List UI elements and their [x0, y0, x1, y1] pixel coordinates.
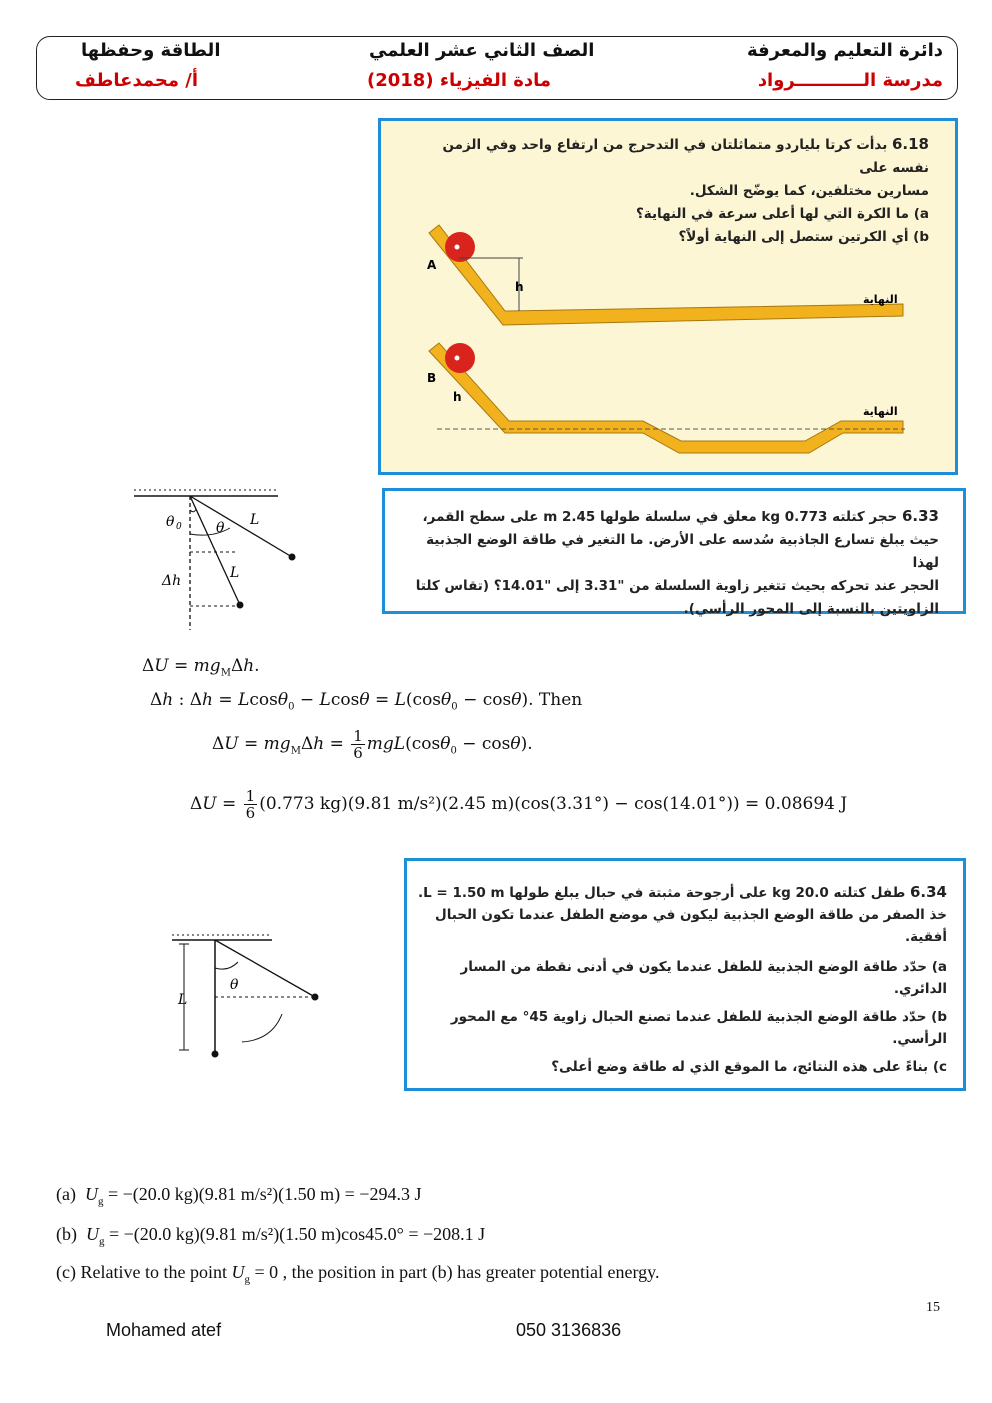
header-subject: مادة الفيزياء (2018): [367, 70, 552, 91]
question-part-a: a) ما الكرة التي لها أعلى سرعة في النهاية؟: [635, 206, 929, 222]
question-part-b: b) حدّد طاقة الوضع الجذبية للطفل عندما تصنع الحبال زاوية 45° مع المحور: [450, 1009, 947, 1025]
answer-c: (c) Relative to the point $U_g = 0$ , the position in part (b) has greater potential energy.: [56, 1262, 660, 1286]
then-word: Then: [538, 690, 583, 710]
label-h-b: h: [453, 390, 462, 404]
header-department: دائرة التعليم والمعرفة: [746, 40, 943, 61]
track-a: [429, 225, 903, 325]
question-number: 6.18: [891, 135, 929, 153]
theta0-label: θ: [166, 514, 175, 530]
length-label-1: L: [250, 512, 260, 528]
answer-a: (a) $U_g = -(20.0$ kg)(9.81 m/s²)(1.50 m) = −294.3 J: [56, 1184, 422, 1208]
ball-b: [445, 343, 475, 373]
track-b: [429, 343, 903, 453]
question-line: خذ الصفر من طاقة الوضع الجذبية ليكون في موضع الطفل عندما تكون الحبال: [435, 907, 947, 923]
question-number: 6.34: [909, 883, 947, 901]
theta-label: θ: [230, 977, 239, 993]
question-part-b-cont: الرأسي.: [892, 1031, 947, 1047]
page-header: [36, 36, 958, 100]
label-h-a: h: [515, 280, 524, 294]
theta0-subscript: 0: [176, 522, 182, 532]
header-grade: الصف الثاني عشر العلمي: [369, 40, 595, 61]
question-line: أفقية.: [904, 929, 947, 945]
question-line: بدأت كرتا بلياردو متماثلتان في التدحرج من ارتفاع واحد وفي الزمن نفسه على: [442, 137, 929, 176]
question-line: الحجر عند تحركه بحيث تتغير زاوية السلسلة من "3.31 إلى "14.01؟ (تقاس كلتا: [415, 578, 939, 594]
question-6-34-text: [417, 881, 947, 1078]
question-part-c: c) بناءً على هذه النتائج، ما الموقع الذي له طاقة وضع أعلى؟: [551, 1059, 947, 1075]
question-line: مسارين مختلفين، كما يوضّح الشكل.: [689, 183, 929, 199]
footer-author: Mohamed atef: [106, 1320, 222, 1340]
length-label-2: L: [230, 565, 240, 581]
length-label: L: [178, 992, 188, 1008]
pendulum-diagram-1: [130, 482, 310, 632]
billiard-tracks-figure: [381, 121, 955, 472]
question-line: الزاويتين بالنسبة إلى المحور الرأسي).: [683, 601, 939, 617]
question-line: حيث يبلغ تسارع الجاذبية سُدسه على الأرض. ما التغير في طاقة الوضع الجذبية لهذا: [426, 532, 939, 571]
solution-eq-1: $\Delta U = mg_M\Delta h$.: [142, 656, 260, 679]
footer-phone: 050 3136836: [516, 1320, 622, 1340]
delta-h-label: Δh: [162, 573, 182, 589]
end-label-a: النهاية: [863, 293, 898, 306]
answer-a-label: (a): [56, 1184, 76, 1204]
question-line: طفل كتلته 20.0 kg على أرجوحة مثبتة في حبال يبلغ طولها L = 1.50 m.: [417, 885, 906, 901]
question-6-33-text: [399, 505, 939, 621]
header-topic: الطاقة وحفظها: [81, 40, 221, 61]
answer-c-prefix: (c) Relative to the point: [56, 1262, 227, 1282]
answer-a-text: = −(20.0 kg)(9.81 m/s²)(1.50 m) = −294.3 J: [107, 1184, 422, 1204]
solution-eq-2: Δh : Δh = Lcosθ$_0$ − Lcosθ = L(cosθ$_0$ − cosθ). Then: [150, 690, 583, 713]
solution-numeric: (0.773 kg)(9.81 m/s²)(2.45 m)(cos(3.31°) − cos(14.01°)) = 0.08694 J: [259, 794, 848, 814]
question-6-33-box: [382, 488, 966, 617]
question-number: 6.33: [901, 507, 939, 525]
page-number: 15: [926, 1300, 940, 1315]
solution-eq-3: $\Delta U = mg_M\Delta h$ = $\frac{1}{6}$ mgL(cosθ$_0$ − cosθ).: [212, 727, 533, 762]
question-line: حجر كتلته 0.773 kg معلق في سلسلة طولها 2.45 m على سطح القمر،: [422, 509, 898, 525]
answer-b-label: (b): [56, 1224, 77, 1244]
label-a: A: [427, 258, 437, 272]
answer-b: (b) $U_g = -(20.0$ kg)(9.81 m/s²)(1.50 m)cos45.0° = −208.1 J: [56, 1224, 486, 1248]
theta-label: θ: [216, 520, 225, 536]
answer-b-text: = −(20.0 kg)(9.81 m/s²)(1.50 m)cos45.0° = −208.1 J: [109, 1224, 486, 1244]
header-school: مدرسة الـــــــــــرواد: [757, 70, 943, 91]
end-label-b: النهاية: [863, 405, 898, 418]
answer-c-suffix: = 0 , the position in part (b) has greater potential energy.: [254, 1262, 660, 1282]
swing-diagram: [160, 930, 330, 1070]
question-part-a: a) حدّد طاقة الوضع الجذبية للطفل عندما يكون في أدنى نقطة من المسار الدائري.: [460, 959, 947, 997]
question-6-18-box: [378, 118, 958, 475]
solution-eq-4: ΔU = $\frac{1}{6}$ (0.773 kg)(9.81 m/s²)(2.45 m)(cos(3.31°) − cos(14.01°)) = 0.08694 J: [190, 787, 848, 822]
question-part-b: b) أي الكرتين ستصل إلى النهاية أولاً؟: [678, 229, 929, 245]
question-6-34-box: [404, 858, 966, 1091]
label-b: B: [427, 371, 437, 385]
header-teacher: أ/ محمدعاطف: [75, 70, 199, 91]
